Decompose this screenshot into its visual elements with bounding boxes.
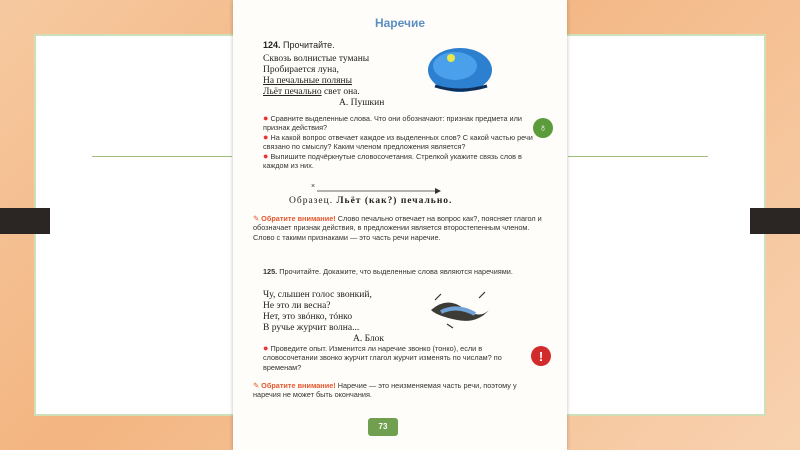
left-tab — [0, 208, 50, 234]
exercise-instruction: Прочитайте. — [283, 40, 335, 50]
poem-line: В ручье журчит волна... — [263, 323, 360, 333]
poem-line: Нет, это звóнко, тóнко — [263, 312, 353, 322]
page-title: Наречие — [374, 16, 426, 30]
textbook-page — [233, 0, 567, 450]
poem-line: Не это ли весна? — [263, 301, 331, 311]
sample-label: Образец. — [289, 196, 334, 206]
relation-arrow — [313, 186, 443, 196]
note-2 — [253, 381, 535, 400]
sample-text: Льёт (как?) печально. — [336, 196, 453, 206]
note-1 — [253, 214, 545, 242]
task-item: ● На какой вопрос отвечает каждое из выделенных слов? С какой частью речи связано по смыслу? Каким членом предложения является? — [263, 131, 533, 152]
green-badge-icon: ♁ — [533, 118, 553, 138]
poem-rest: свет она. — [323, 87, 360, 97]
poem-line: Чу, слышен голос звонкий, — [263, 290, 372, 300]
exercise-124-header — [263, 40, 335, 50]
poem-pushkin — [263, 54, 384, 109]
task-125: ● Проведите опыт. Изменится ли наречие звонко (тонко), если в словосочетании звонко журчит глагол журчит изменять по числам? по временам? — [263, 343, 502, 372]
poem-line: На печальные поляны — [263, 76, 353, 86]
note-label: Обратите внимание! — [261, 381, 336, 390]
stream-illustration — [427, 290, 493, 330]
exercise-instruction: Прочитайте. Докажите, что выделенные слова являются наречиями. — [279, 267, 513, 276]
right-tab — [750, 208, 800, 234]
poem-line: Пробирается луна, — [263, 65, 339, 75]
moon-illustration — [425, 46, 495, 98]
pencil-icon: ✎ — [253, 214, 260, 223]
exercise-number: 124. — [263, 40, 281, 50]
sample-mark: × — [311, 183, 316, 190]
note-text: Слово печально отвечает на вопрос как?, поясняет глагол и обозначает признак действия, в предложении является второстепенным членом. Слово с такими признаками — это часть речи наречие. — [253, 214, 542, 242]
poem-underlined: Льёт печально — [263, 87, 322, 97]
task-list-124 — [263, 114, 543, 170]
exercise-number: 125. — [263, 267, 278, 276]
divider-left — [92, 156, 232, 157]
note-text: Наречие — это неизменяемая часть речи, поэтому у наречия не может быть окончания. — [253, 381, 517, 400]
page-number: 73 — [368, 418, 398, 436]
task-item: ● Сравните выделенные слова. Что они обозначают: признак предмета или признак действия? — [263, 113, 522, 133]
note-label: Обратите внимание! — [261, 214, 336, 223]
poem-author: А. Пушкин — [339, 98, 385, 108]
poem-blok — [263, 290, 384, 345]
divider-right — [568, 156, 708, 157]
sample — [289, 196, 452, 207]
poem-line: Сквозь волнистые туманы — [263, 54, 370, 64]
exercise-125-header — [263, 267, 545, 276]
red-exclamation-icon: ! — [531, 346, 551, 366]
poem-author: А. Блок — [353, 334, 385, 344]
task-item: ● Выпишите подчёркнутые словосочетания. Стрелкой укажите связь слов в каждом из них. — [263, 150, 522, 171]
pencil-icon: ✎ — [253, 381, 260, 390]
